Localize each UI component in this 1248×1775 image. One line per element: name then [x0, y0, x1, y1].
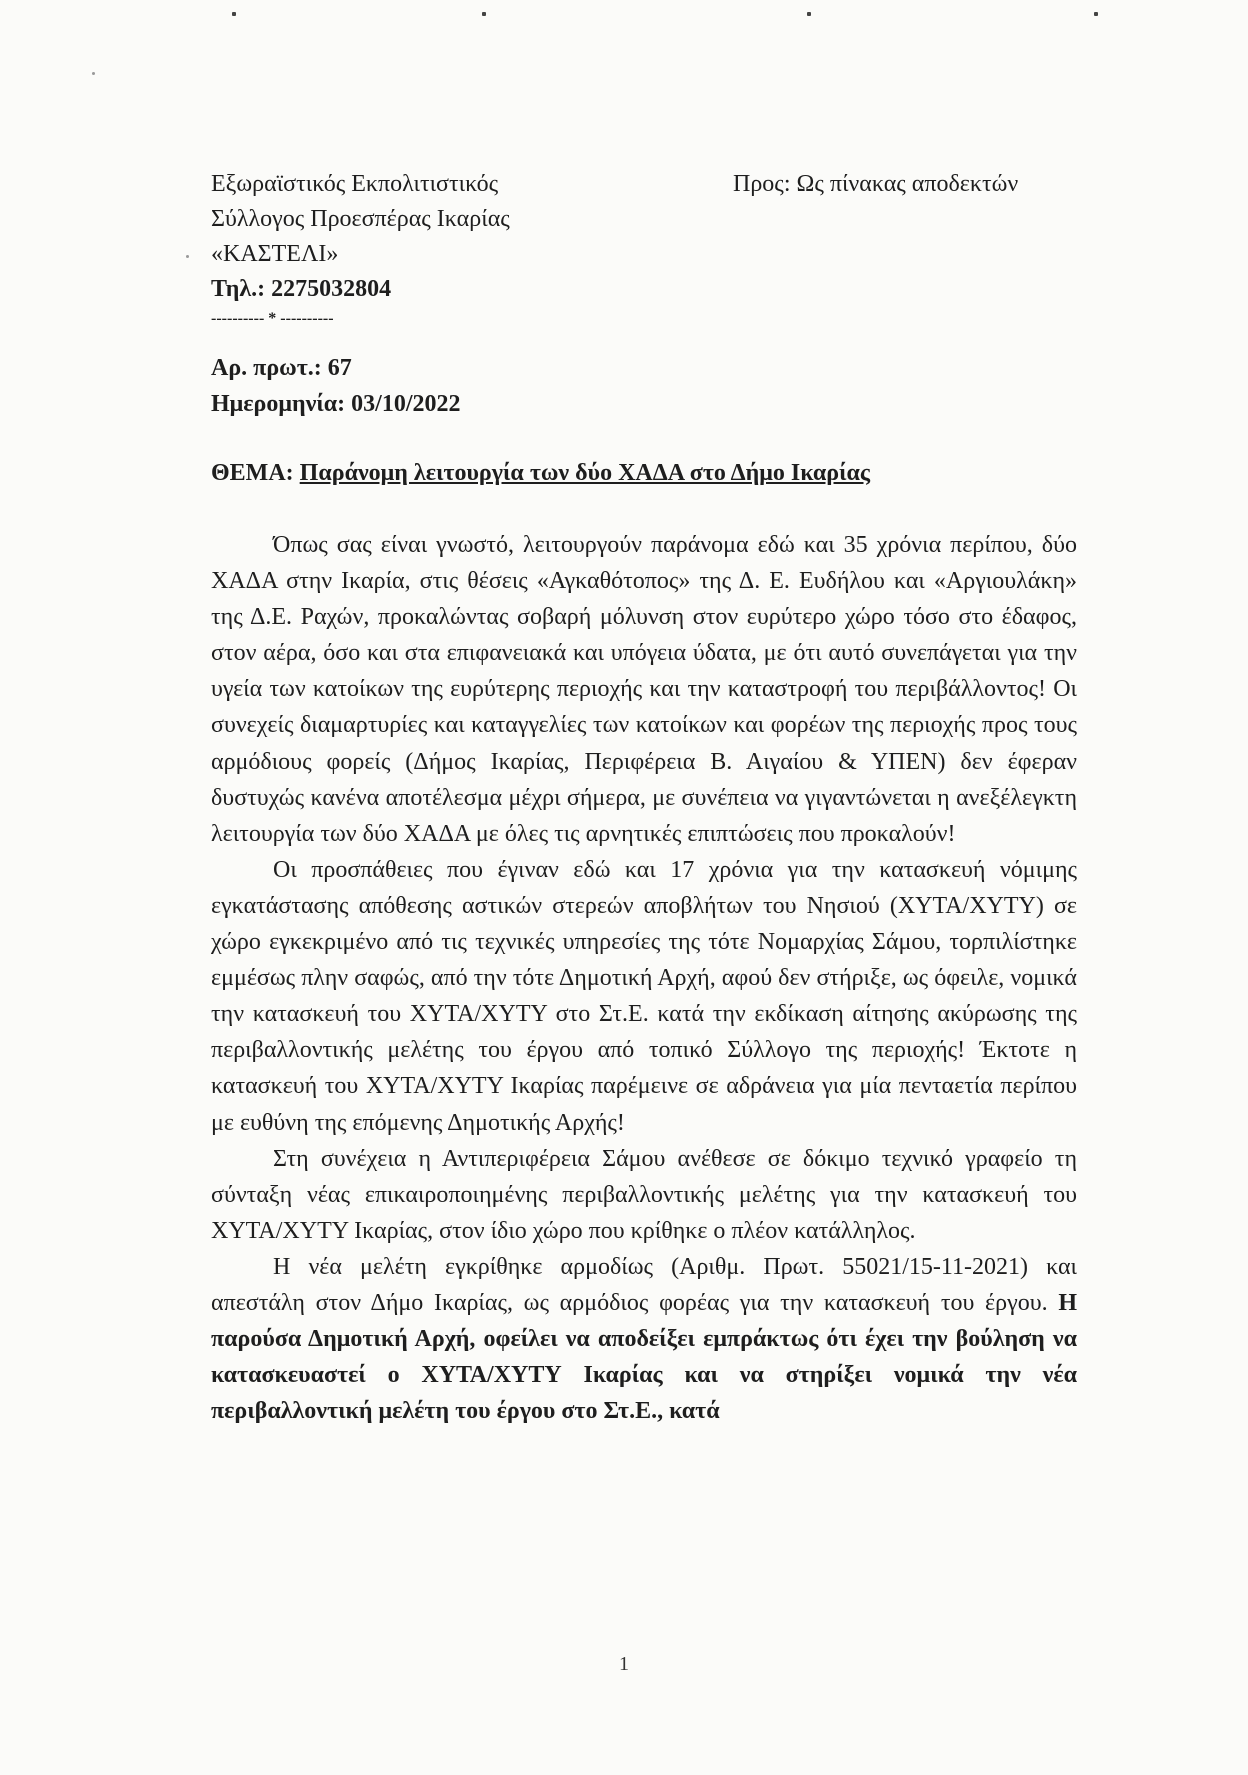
sender-phone: Τηλ.: 2275032804	[211, 276, 392, 302]
subject-text: Παράνομη λειτουργία των δύο ΧΑΔΑ στο Δήμο Ικαρίας	[299, 460, 871, 486]
scan-mark	[232, 12, 236, 16]
page-number: 1	[619, 1653, 629, 1675]
paragraph-4	[211, 1249, 1077, 1429]
paragraph-4-bold: Η παρούσα Δημοτική Αρχή, οφείλει να αποδείξει εμπράκτως ότι έχει την βούληση να κατασκευαστεί ο ΧΥΤΑ/ΧΥΤΥ Ικαρίας και να στηρίξει νομικά την νέα περιβαλλοντική μελέτη του έργου στο Στ.Ε., κατά	[211, 1289, 1077, 1425]
sender-separator: ---------- * ----------	[211, 310, 334, 327]
sender-line-1: Εξωραϊστικός Εκπολιτιστικός	[211, 171, 499, 197]
paragraph-1: Όπως σας είναι γνωστό, λειτουργούν παράνομα εδώ και 35 χρόνια περίπου, δύο ΧΑΔΑ στην Ικαρία, στις θέσεις «Αγκαθότοπος» της Δ. Ε. Ευδήλου και «Αργιουλάκη» της Δ.Ε. Ραχών, προκαλώντας σοβαρή μόλυνση στον ευρύτερο χώρο τόσο στο έδαφος, στον αέρα, όσο και στα επιφανειακά και υπόγεια ύδατα, με ότι αυτό συνεπάγεται για την υγεία των κατοίκων της ευρύτερης περιοχής και την καταστροφή του περιβάλλοντος! Οι συνεχείς διαμαρτυρίες και καταγγελίες των κατοίκων και φορέων της περιοχής προς τους αρμόδιους φορείς (Δήμος Ικαρίας, Περιφέρεια Β. Αιγαίου & ΥΠΕΝ) δεν έφεραν δυστυχώς κανένα αποτέλεσμα μέχρι σήμερα, με συνέπεια να γιγαντώνεται η ανεξέλεγκτη λειτουργία των δύο ΧΑΔΑ με όλες τις αρνητικές επιπτώσεις που προκαλούν!	[211, 532, 1077, 847]
subject-line	[211, 460, 870, 487]
paragraph-4-plain: Η νέα μελέτη εγκρίθηκε αρμοδίως (Αριθμ. Πρωτ. 55021/15-11-2021) και απεστάλη στον Δήμο Ικαρίας, ως αρμόδιος φορέας για την κατασκευή του έργου.	[211, 1253, 1077, 1316]
sender-line-2: Σύλλογος Προεσπέρας Ικαρίας	[211, 206, 510, 232]
document-date: Ημερομηνία: 03/10/2022	[211, 391, 461, 417]
scan-speck	[186, 255, 189, 258]
recipient: Προς: Ως πίνακας αποδεκτών	[733, 171, 1019, 197]
sender-line-3: «ΚΑΣΤΕΛΙ»	[211, 241, 339, 267]
subject-label: ΘΕΜΑ:	[211, 460, 300, 486]
paragraph-3: Στη συνέχεια η Αντιπεριφέρεια Σάμου ανέθεσε σε δόκιμο τεχνικό γραφείο τη σύνταξη νέας επικαιροποιημένης περιβαλλοντικής μελέτης για την κατασκευή του ΧΥΤΑ/ΧΥΤΥ Ικαρίας, στον ίδιο χώρο που κρίθηκε ο πλέον κατάλληλος.	[211, 1145, 1077, 1244]
reference-block	[211, 350, 461, 422]
scan-mark	[482, 12, 486, 16]
protocol-number: Αρ. πρωτ.: 67	[211, 355, 352, 381]
letter-body	[211, 527, 1077, 1429]
sender-block	[211, 167, 510, 331]
scan-mark	[807, 12, 811, 16]
scan-speck	[92, 72, 95, 75]
paragraph-2: Οι προσπάθειες που έγιναν εδώ και 17 χρόνια για την κατασκευή νόμιμης εγκατάστασης απόθεσης αστικών στερεών αποβλήτων του Νησιού (ΧΥΤΑ/ΧΥΤΥ) σε χώρο εγκεκριμένο από τις τεχνικές υπηρεσίες της τότε Νομαρχίας Σάμου, τορπιλίστηκε εμμέσως πλην σαφώς, από την τότε Δημοτική Αρχή, αφού δεν στήριξε, ως όφειλε, νομικά την κατασκευή του ΧΥΤΑ/ΧΥΤΥ στο Στ.Ε. κατά την εκδίκαση αίτησης ακύρωσης της περιβαλλοντικής μελέτης του έργου από τοπικό Σύλλογο της περιοχής! Έκτοτε η κατασκευή του ΧΥΤΑ/ΧΥΤΥ Ικαρίας παρέμεινε σε αδράνεια για μία πενταετία περίπου με ευθύνη της επόμενης Δημοτικής Αρχής!	[211, 856, 1077, 1136]
scan-mark	[1094, 12, 1098, 16]
